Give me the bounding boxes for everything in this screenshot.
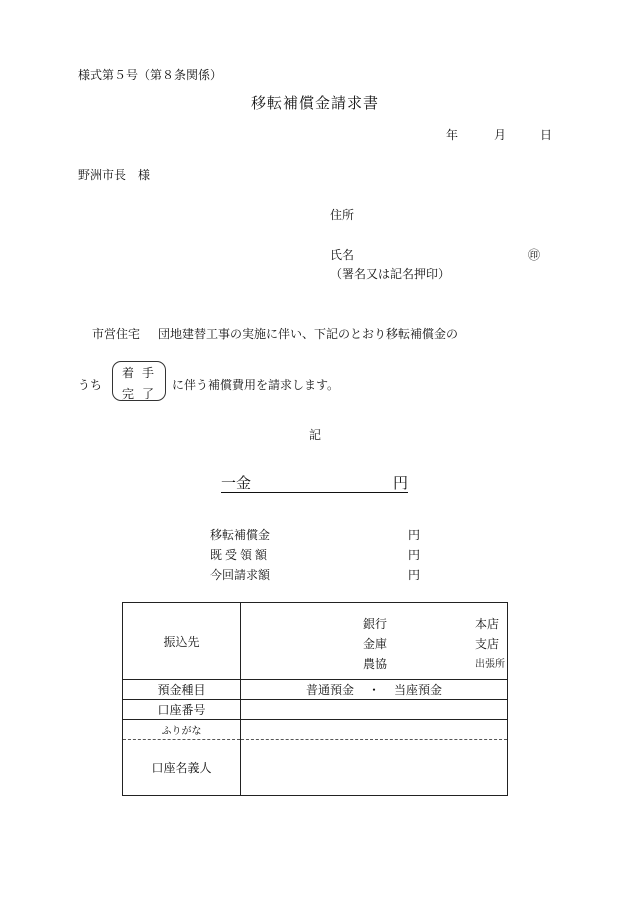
form-number: 様式第５号（第８条関係） (78, 68, 223, 82)
ki-heading: 記 (308, 428, 321, 442)
table-row (123, 740, 508, 796)
breakdown-unit: 円 (408, 528, 421, 542)
total-amount-line (221, 472, 408, 493)
institution-bank: 銀行 (363, 617, 388, 631)
institution-shinkin: 金庫 (363, 637, 388, 651)
deposit-type-separator: ・ (367, 683, 380, 697)
breakdown-label-current: 今回請求額 (210, 568, 271, 582)
institution-cell[interactable] (241, 603, 508, 680)
deposit-type-current: 当座預金 (394, 683, 443, 697)
breakdown-label-received: 既受領額 (210, 548, 271, 562)
request-text-line-1 (92, 325, 458, 342)
deposit-type-cell[interactable] (241, 680, 508, 700)
account-holder-field[interactable] (241, 740, 508, 796)
table-row (123, 680, 508, 700)
amount-prefix: 一金 (221, 474, 252, 492)
address-label: 住所 (330, 208, 355, 222)
option-complete: 完了 (121, 387, 162, 401)
breakdown-unit: 円 (408, 568, 421, 582)
request-text-prefix: うち (78, 378, 103, 392)
branch-sub: 支店 (475, 637, 500, 651)
addressee: 野洲市長 様 (78, 168, 151, 182)
furigana-field[interactable] (241, 720, 508, 740)
institution-options (241, 603, 507, 679)
account-number-label: 口座番号 (123, 700, 241, 720)
signature-note: （署名又は記名押印） (330, 267, 451, 281)
account-number-field[interactable] (241, 700, 508, 720)
request-text-line-2: に伴う補償費用を請求します。 (172, 378, 340, 392)
institution-ja: 農協 (363, 657, 388, 671)
deposit-type-ordinary: 普通預金 (305, 683, 354, 697)
option-start: 着手 (121, 366, 162, 380)
amount-unit: 円 (392, 474, 408, 492)
housing-label: 市営住宅 (92, 327, 141, 341)
transfer-label: 振込先 (123, 603, 241, 680)
breakdown-label-relocation: 移転補償金 (210, 528, 271, 542)
date-day-label: 日 (540, 128, 553, 142)
document-title: 移転補償金請求書 (250, 94, 379, 112)
seal-mark: ㊞ (528, 248, 541, 262)
account-holder-label: 口座名義人 (123, 740, 241, 796)
branch-office: 出張所 (475, 659, 505, 670)
table-row (123, 700, 508, 720)
request-text-main: 団地建替工事の実施に伴い、下記のとおり移転補償金の (158, 327, 459, 341)
table-row (123, 720, 508, 740)
branch-main: 本店 (475, 617, 500, 631)
breakdown-unit: 円 (408, 548, 421, 562)
deposit-type-label: 預金種目 (123, 680, 241, 700)
bank-account-table (122, 602, 508, 796)
date-month-label: 月 (494, 128, 507, 142)
date-year-label: 年 (446, 128, 459, 142)
furigana-label: ふりがな (123, 720, 241, 740)
name-label: 氏名 (330, 248, 355, 262)
table-row (123, 603, 508, 680)
